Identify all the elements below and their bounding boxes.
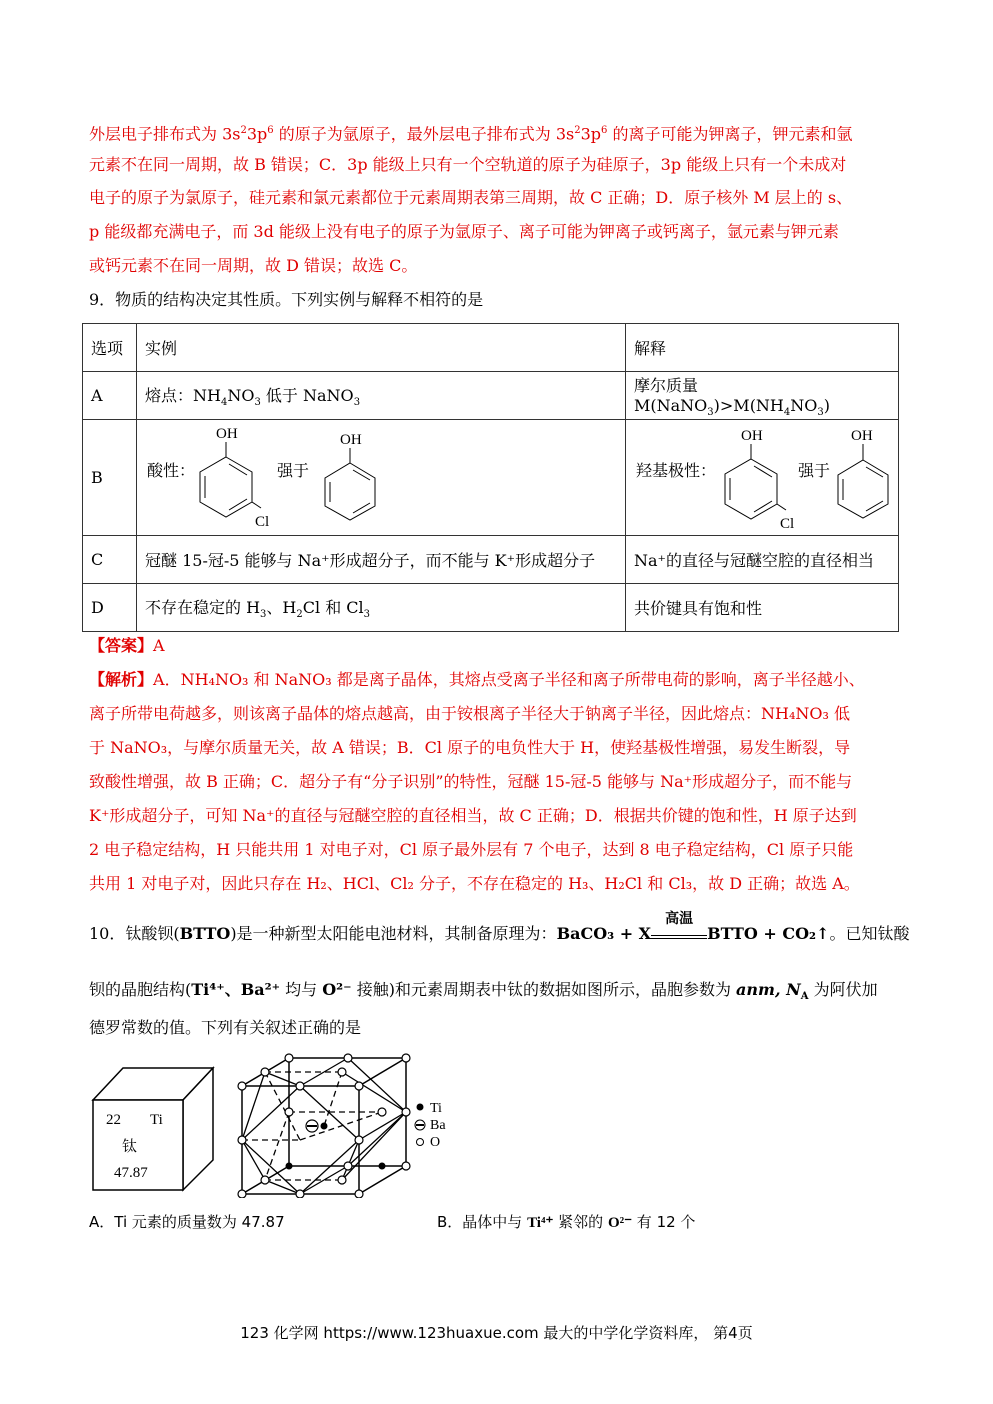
oh-label: OH <box>340 432 362 448</box>
q9-row-d <box>83 584 899 632</box>
row-b-label: B <box>83 420 137 536</box>
phenol-structure <box>315 420 385 530</box>
prev-explanation-line-5: 或钙元素不在同一周期，故 D 错误；故选 C。 <box>89 256 418 275</box>
legend-ba: Ba <box>430 1118 446 1133</box>
phenol-structure <box>828 420 898 530</box>
row-a-example: 熔点：$NH_4NO_3$ 低于 NaNO$_3$ <box>137 372 626 420</box>
row-c-example: 冠醚 15-冠-5 能够与 Na⁺形成超分子，而不能与 K⁺形成超分子 <box>137 536 626 584</box>
element-name: 钛 <box>122 1139 138 1155</box>
batio3-unit-cell-diagram <box>232 1052 412 1198</box>
header-example: 实例 <box>137 324 626 372</box>
analysis-line-6: 2 电子稳定结构，H 只能共用 1 对电子对，Cl 原子最外层有 7 个电子，达到 8 电子稳定结构，Cl 原子只能 <box>89 840 854 859</box>
reaction-condition: 高温 <box>665 911 694 927</box>
q10-line-2: 钡的晶胞结构(Ti⁴⁺、Ba²⁺ 均与 O²⁻ 接触)和元素周期表中钛的数据如图所示，晶胞参数为 anm, $N_A$ 为阿伏加 <box>89 980 878 1003</box>
oh-label: OH <box>741 428 763 444</box>
prev-explanation-line-1: 外层电子排布式为 $3s^23p^6$ 的原子为氩原子，最外层电子排布式为 $3s^23p^6$ 的离子可能为钾离子，钾元素和氩 <box>89 124 853 144</box>
row-b-example-prefix: 酸性： <box>147 461 196 480</box>
reaction-equation: BaCO₃ + X 高温 BTTO + CO₂↑ <box>556 911 830 943</box>
row-c-label: C <box>83 536 137 584</box>
row-d-label: D <box>83 584 137 632</box>
analysis-line-1: 【解析】A．NH₄NO₃ 和 NaNO₃ 都是离子晶体，其熔点受离子半径和离子所带电荷的影响，离子半径越小、 <box>89 670 865 689</box>
q10-line-3: 德罗常数的值。下列有关叙述正确的是 <box>89 1018 362 1037</box>
q9-table <box>82 323 899 632</box>
row-b-example-mid: 强于 <box>277 461 310 480</box>
diagram-legend <box>412 1094 462 1150</box>
element-card-ti <box>88 1060 223 1195</box>
row-b-explanation-prefix: 羟基极性： <box>636 461 717 480</box>
q9-stem: 9．物质的结构决定其性质。下列实例与解释不相符的是 <box>89 290 484 309</box>
analysis-line-7: 共用 1 对电子对，因此只存在 H₂、HCl、Cl₂ 分子，不存在稳定的 H₃、H₂Cl 和 Cl₃，故 D 正确；故选 A。 <box>89 874 860 893</box>
q9-row-a <box>83 372 899 420</box>
row-d-example: 不存在稳定的 $H_3$、$H_2Cl$ 和 $Cl_3$ <box>137 584 626 632</box>
prev-explanation-line-2: 元素不在同一周期，故 B 错误；C．3p 能级上只有一个空轨道的原子为硅原子，3p 能级上只有一个未成对 <box>89 155 847 174</box>
element-symbol: Ti <box>150 1112 163 1128</box>
legend-o: O <box>430 1135 441 1150</box>
legend-ti: Ti <box>430 1101 442 1116</box>
row-a-label: A <box>83 372 137 420</box>
header-explanation: 解释 <box>626 324 899 372</box>
analysis-line-3: 于 NaNO₃，与摩尔质量无关，故 A 错误；B．Cl 原子的电负性大于 H，使羟基极性增强，易发生断裂，导 <box>89 738 851 757</box>
chlorophenol-structure <box>714 420 794 530</box>
q9-header-row <box>83 324 899 372</box>
row-b-explanation-mid: 强于 <box>798 461 831 480</box>
prev-explanation-line-3: 电子的原子为氯原子，硅元素和氯元素都位于元素周期表第三周期，故 C 正确；D．原子核外 M 层上的 s、 <box>89 188 853 207</box>
oh-label: OH <box>851 428 873 444</box>
atomic-number: 22 <box>106 1112 121 1128</box>
option-a: A．Ti 元素的质量数为 47.87 <box>89 1213 285 1231</box>
row-a-explanation: 摩尔质量 $M(NaNO_3)>M(NH_4NO_3)$ <box>626 372 899 420</box>
q9-row-b <box>83 420 899 536</box>
prev-explanation-line-4: p 能级都充满电子，而 3d 能级上没有电子的原子为氩原子、离子可能为钾离子或钙离子，氩元素与钾元素 <box>89 222 839 241</box>
row-c-explanation: Na⁺的直径与冠醚空腔的直径相当 <box>626 536 899 584</box>
analysis-line-5: K⁺形成超分子，可知 Na⁺的直径与冠醚空腔的直径相当，故 C 正确；D．根据共价键的饱和性，H 原子达到 <box>89 806 857 825</box>
page-footer: 123 化学网 https://www.123huaxue.com 最大的中学化学资料库， 第4页 <box>240 1324 753 1342</box>
analysis-line-4: 致酸性增强，故 B 正确；C．超分子有“分子识别”的特性，冠醚 15-冠-5 能够与 Na⁺形成超分子，而不能与 <box>89 772 853 791</box>
ti-legend-icon <box>417 1104 424 1111</box>
cl-label: Cl <box>780 516 794 530</box>
row-b-example <box>137 420 626 536</box>
answer-line: 【答案】A <box>89 636 165 655</box>
row-b-explanation <box>626 420 899 536</box>
oh-label: OH <box>216 426 238 442</box>
q9-row-c <box>83 536 899 584</box>
cl-label: Cl <box>255 514 269 530</box>
atomic-mass: 47.87 <box>114 1165 148 1181</box>
header-option: 选项 <box>83 324 137 372</box>
row-d-explanation: 共价键具有饱和性 <box>626 584 899 632</box>
o-legend-icon <box>417 1139 424 1146</box>
analysis-line-2: 离子所带电荷越多，则该离子晶体的熔点越高，由于铵根离子半径大于钠离子半径，因此熔点：NH₄NO₃ 低 <box>89 704 850 723</box>
chlorophenol-structure <box>189 420 269 530</box>
option-b: B．晶体中与 Ti⁴⁺ 紧邻的 O²⁻ 有 12 个 <box>437 1213 696 1231</box>
q10-line-1: 10．钛酸钡(BTTO)是一种新型太阳能电池材料，其制备原理为：BaCO₃ + X 高温 BTTO + CO₂↑。已知钛酸 <box>89 911 910 943</box>
